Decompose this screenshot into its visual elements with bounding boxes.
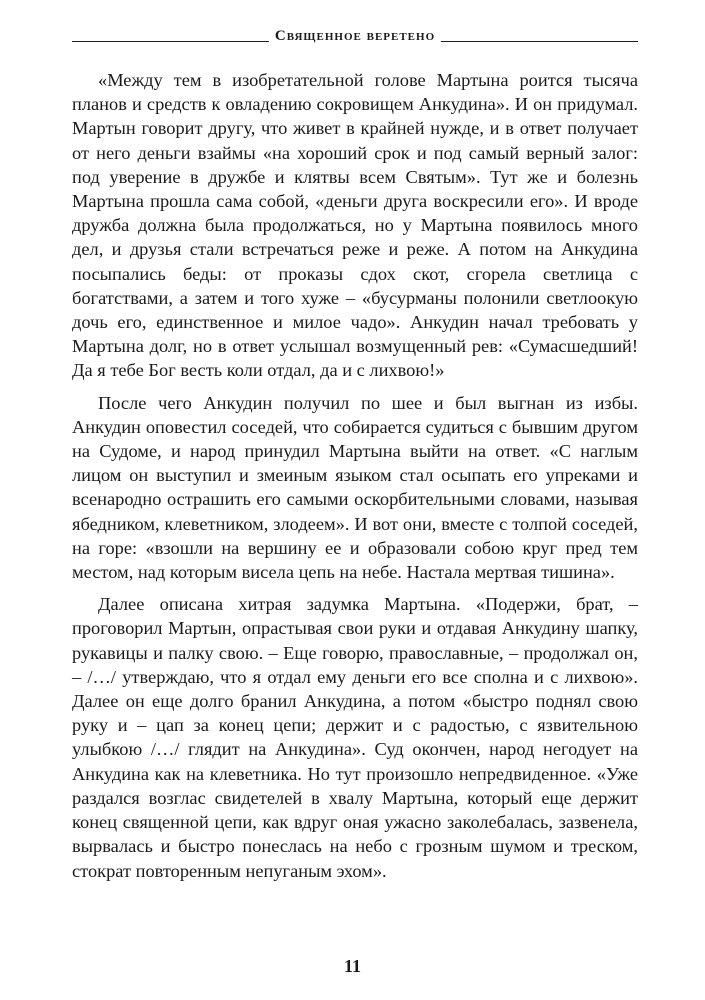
- paragraph-2: После чего Анкудин получил по шее и был выгнан из избы. Анкудин оповестил соседей, что собирается судиться с бывшим другом на Судоме, и народ принудил Мартына выйти на ответ. «С наглым лицом он выступил и змеиным языком стал осыпать его упреками и всенародно острашить его самыми оскорбительными словами, называя ябедником, клеветником, злодеем». И вот они, вместе с толпой соседей, на горе: «взошли на вершину ее и образовали собою круг пред тем местом, над которым висела цепь на небе. Настала мертвая тишина».: [72, 392, 638, 583]
- paragraph-1: «Между тем в изобретательной голове Мартына роится тысяча планов и средств к овладению сокровищем Анкудина». И он придумал. Мартын говорит другу, что живет в крайней нужде, и в ответ получает от него деньги взаймы «на хороший срок и под самый верный залог: под уверение в дружбе и клятвы всем Святым». Тут же и болезнь Мартына прошла сама собой, «деньги друга воскресили его». И вроде дружба должна была продолжаться, но у Мартына появилось много дел, и друзья стали встречаться реже и реже. А потом на Анкудина посыпались беды: от проказы сдох скот, сгорела светлица с богатствами, а затем и того хуже – «бусурманы полонили светлоокую дочь его, единственное и милое чадо». Анкудин начал требовать у Мартына долг, но в ответ услышал возмущенный рев: «Сумасшедший! Да я тебе Бог весть коли отдал, да и с лихвою!»: [72, 70, 638, 381]
- body-text: [72, 68, 638, 891]
- paragraph-3: Далее описана хитрая задумка Мартына. «Подержи, брат, – проговорил Мартын, опрастывая свои руки и отдавая Анкудину шапку, рукавицы и палку свою. – Еще говорю, православные, – продолжал он, – /…/ утверждаю, что я отдал ему деньги его все сполна и с лихвою». Далее он еще долго бранил Анкудина, а потом «быстро поднял свою руку и – цап за конец цепи; держит и с радостью, с язвительною улыбкою /…/ глядит на Анкудина». Суд окончен, народ негодует на Анкудина как на клеветника. Но тут произошло непредвиденное. «Уже раздался возглас свидетелей в хвалу Мартына, который еще держит конец священной цепи, как вдруг оная ужасно заколебалась, зазвенела, вырвалась и быстро понеслась на небо с грозным шумом и треском, стократ повторенным непуганым эхом».: [72, 594, 638, 881]
- running-head: [72, 26, 638, 46]
- running-head-title: Священное веретено: [269, 26, 441, 46]
- page-number: 11: [343, 956, 361, 976]
